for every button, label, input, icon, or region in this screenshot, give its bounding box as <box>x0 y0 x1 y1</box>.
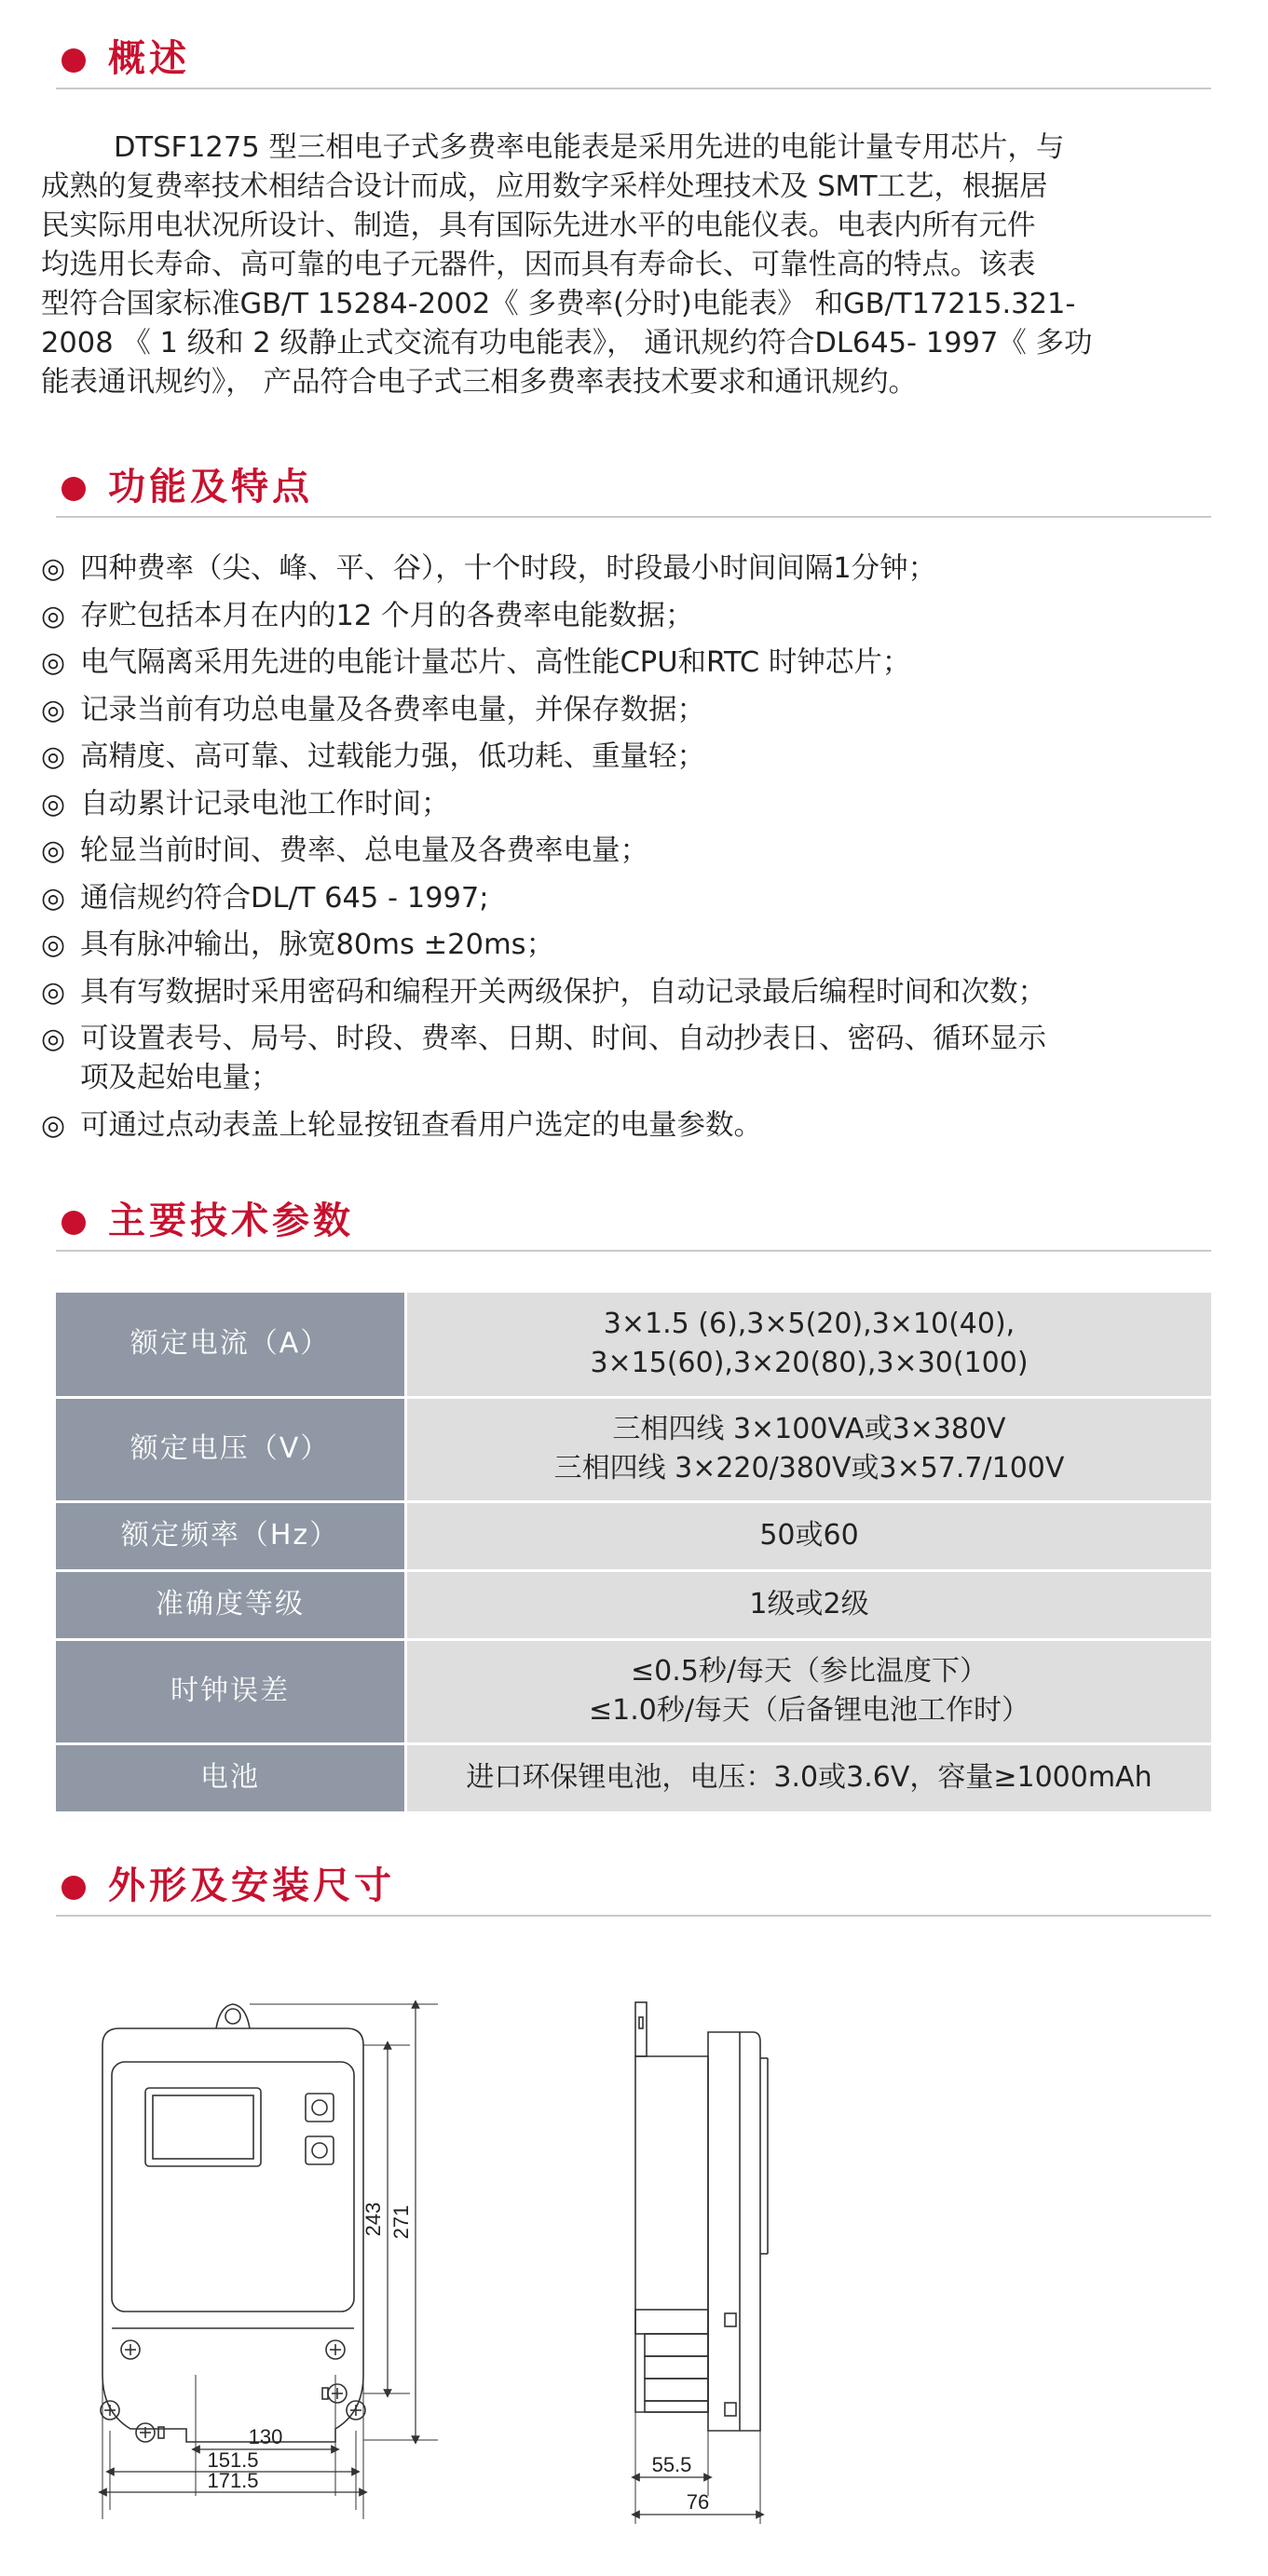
dim-label-front-outer-width: 171.5 <box>207 2469 259 2492</box>
paragraph-line: 能表通讯规约》， 产品符合电子式三相多费率表技术要求和通讯规约。 <box>41 366 917 399</box>
param-name: 电池 <box>56 1743 406 1812</box>
list-item <box>41 597 1243 636</box>
param-value-line: 50或60 <box>759 1519 859 1552</box>
param-name: 时钟误差 <box>56 1639 406 1743</box>
param-value-line: 1级或2级 <box>749 1588 869 1620</box>
feature-text-continuation: 项及起始电量； <box>80 1062 280 1094</box>
red-dot-icon <box>61 48 86 73</box>
bullet-circle-icon: ◎ <box>41 881 66 915</box>
param-name: 准确度等级 <box>56 1570 406 1639</box>
param-name: 额定电压（V） <box>56 1397 406 1501</box>
section-heading-features <box>56 460 1211 518</box>
feature-text: 自动累计记录电池工作时间； <box>80 787 450 820</box>
overview-paragraph <box>41 129 1211 402</box>
bullet-circle-icon: ◎ <box>41 693 66 726</box>
section-heading-overview <box>56 32 1211 89</box>
param-value <box>406 1570 1212 1639</box>
dim-label-side-inner-depth: 55.5 <box>651 2453 692 2476</box>
table-row <box>56 1293 1211 1397</box>
param-value-line: 3×1.5 (6),3×5(20),3×10(40), <box>603 1308 1016 1341</box>
params-table <box>56 1293 1211 1814</box>
section-title: 主要技术参数 <box>108 1200 354 1242</box>
feature-text: 轮显当前时间、费率、总电量及各费率电量； <box>80 834 648 867</box>
paragraph-line: 2008 《 1 级和 2 级静止式交流有功电能表》， 通讯规约符合DL645- 1997《 多功 <box>41 327 1093 359</box>
param-value <box>406 1743 1212 1812</box>
list-item <box>41 549 1243 589</box>
section-title: 外形及安装尺寸 <box>108 1864 395 1907</box>
param-value-line: ≤0.5秒/每天（参比温度下） <box>631 1655 988 1688</box>
param-value-line: 进口环保锂电池，电压：3.0或3.6V，容量≥1000mAh <box>466 1761 1152 1794</box>
param-value-line: 3×15(60),3×20(80),3×30(100) <box>590 1347 1029 1380</box>
feature-text: 四种费率（尖、峰、平、谷），十个时段，时段最小时间间隔1分钟； <box>80 552 937 585</box>
table-row <box>56 1639 1211 1743</box>
list-item <box>41 926 1243 965</box>
list-item <box>41 879 1243 918</box>
table-row <box>56 1501 1211 1570</box>
list-item <box>41 691 1243 730</box>
bullet-circle-icon: ◎ <box>41 1023 66 1055</box>
bullet-circle-icon: ◎ <box>41 599 66 632</box>
dimension-drawing <box>56 1974 801 2533</box>
table-row <box>56 1570 1211 1639</box>
param-value <box>406 1397 1212 1501</box>
feature-text: 存贮包括本月在内的12 个月的各费率电能数据； <box>80 599 694 632</box>
list-item <box>41 1106 1243 1146</box>
feature-text: 通信规约符合DL/T 645 - 1997; <box>80 881 489 915</box>
param-value-line: 三相四线 3×220/380V或3×57.7/100V <box>553 1452 1065 1485</box>
param-value-line: 三相四线 3×100VA或3×380V <box>612 1413 1006 1445</box>
dim-label-front-mid-width: 151.5 <box>207 2448 259 2472</box>
list-item <box>41 1020 1243 1098</box>
table-row <box>56 1397 1211 1501</box>
paragraph-line: 成熟的复费率技术相结合设计而成，应用数字采样处理技术及 SMT工艺，根据居 <box>41 170 1048 203</box>
red-dot-icon <box>61 477 86 501</box>
list-item <box>41 832 1243 871</box>
param-value <box>406 1501 1212 1570</box>
param-value <box>406 1639 1212 1743</box>
dim-label-front-outer-height: 271 <box>389 2204 413 2240</box>
param-value <box>406 1293 1212 1397</box>
paragraph-line: 民实际用电状况所设计、制造，具有国际先进水平的电能仪表。电表内所有元件 <box>41 210 1036 242</box>
section-heading-params <box>56 1194 1211 1252</box>
param-name: 额定电流（A） <box>56 1293 406 1397</box>
bullet-circle-icon: ◎ <box>41 646 66 679</box>
list-item <box>41 973 1243 1012</box>
front-view-drawing <box>101 2004 365 2442</box>
list-item <box>41 738 1243 777</box>
param-value-line: ≤1.0秒/每天（后备锂电池工作时） <box>589 1694 1029 1727</box>
feature-text: 可通过点动表盖上轮显按钮查看用户选定的电量参数。 <box>80 1108 762 1142</box>
red-dot-icon <box>61 1876 86 1900</box>
dim-label-side-outer-depth: 76 <box>686 2490 710 2514</box>
bullet-circle-icon: ◎ <box>41 740 66 773</box>
paragraph-line: 型符合国家标准GB/T 15284-2002《 多费率(分时)电能表》 和GB/T17215.321- <box>41 288 1076 320</box>
section-heading-dimensions <box>56 1859 1211 1917</box>
feature-text: 可设置表号、局号、时段、费率、日期、时间、自动抄表日、密码、循环显示 <box>80 1023 1046 1055</box>
feature-text: 具有写数据时采用密码和编程开关两级保护，自动记录最后编程时间和次数； <box>80 975 1046 1009</box>
red-dot-icon <box>61 1211 86 1235</box>
bullet-circle-icon: ◎ <box>41 552 66 585</box>
bullet-circle-icon: ◎ <box>41 834 66 867</box>
list-item <box>41 644 1243 683</box>
feature-text: 具有脉冲输出，脉宽80ms ±20ms； <box>80 929 555 961</box>
feature-text: 记录当前有功总电量及各费率电量，并保存数据； <box>80 693 705 726</box>
bullet-circle-icon: ◎ <box>41 787 66 820</box>
dim-label-front-inner-height: 243 <box>361 2202 385 2237</box>
feature-text: 高精度、高可靠、过载能力强，低功耗、重量轻； <box>80 740 705 773</box>
paragraph-line: 均选用长寿命、高可靠的电子元器件，因而具有寿命长、可靠性高的特点。该表 <box>41 249 1036 281</box>
paragraph-line: DTSF1275 型三相电子式多费率电能表是采用先进的电能计量专用芯片，与 <box>114 131 1065 164</box>
side-view-drawing <box>635 2002 768 2431</box>
feature-list <box>41 549 1243 1153</box>
bullet-circle-icon: ◎ <box>41 929 66 961</box>
list-item <box>41 785 1243 824</box>
param-name: 额定频率（Hz） <box>56 1501 406 1570</box>
bullet-circle-icon: ◎ <box>41 1108 66 1142</box>
section-title: 功能及特点 <box>108 466 313 508</box>
table-row <box>56 1743 1211 1812</box>
bullet-circle-icon: ◎ <box>41 975 66 1009</box>
feature-text: 电气隔离采用先进的电能计量芯片、高性能CPU和RTC 时钟芯片； <box>80 646 911 679</box>
dim-label-front-inner-width: 130 <box>248 2425 283 2448</box>
section-title: 概述 <box>108 37 190 80</box>
